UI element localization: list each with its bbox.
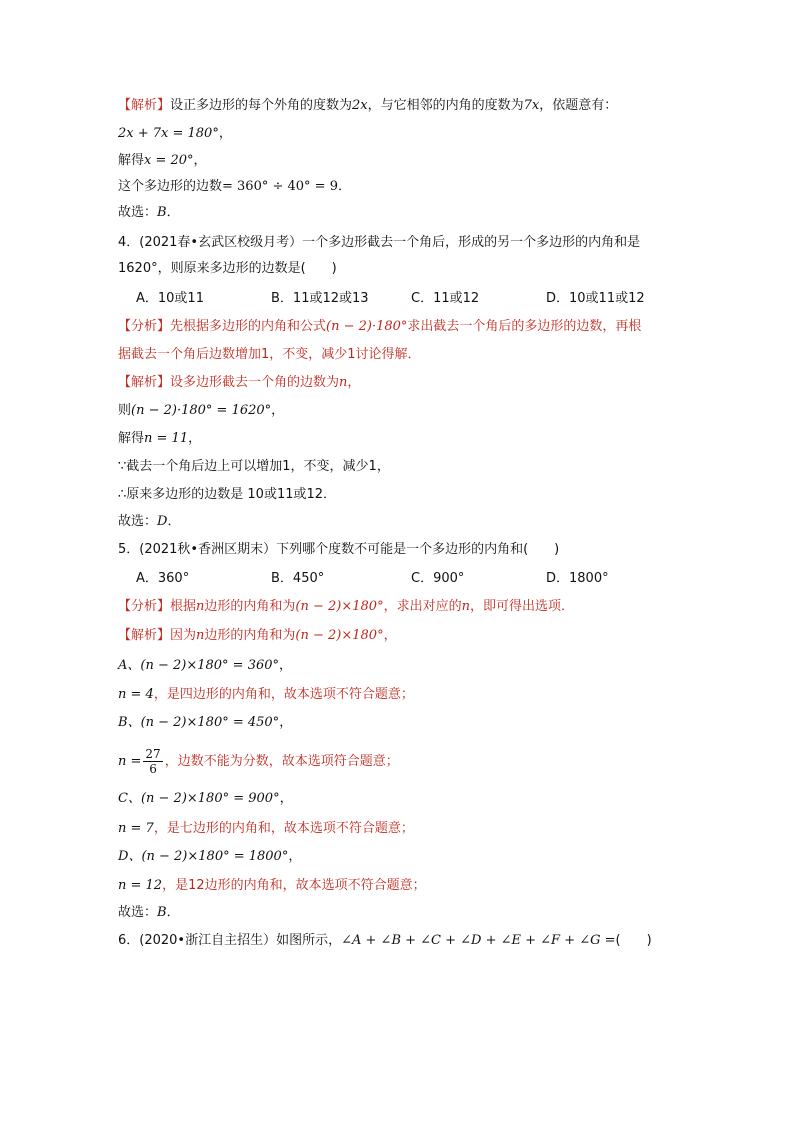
answer-line-q3: 故选：B． [118,205,180,220]
option-b: B．450° [271,571,325,586]
option-d: D．10或11或12 [546,291,645,306]
case-b-result: n = $\frac{27}{6}$ ，边数不能为分数，故本选项符合题意； [118,747,399,776]
solution-q4: 【解析】设多边形截去一个角的边数为n， [118,375,361,390]
question-4-cont: 1620°，则原来多边形的边数是( ) [118,261,337,276]
solution-q4-because: ∵截去一个角后边上可以增加1，不变，减少1， [118,459,390,474]
option-d: D．1800° [546,571,609,586]
solution-q4-eq: 则(n − 2)·180° = 1620°， [118,403,285,418]
option-a: A．360° [136,571,190,586]
therefore-symbol: ∴ [118,487,127,502]
solution-q4-solve: 解得n = 11， [118,431,202,446]
case-a-result: n = 4，是四边形的内角和，故本选项不符合题意； [118,687,414,702]
case-c-result: n = 7，是七边形的内角和，故本选项不符合题意； [118,821,414,836]
solution-tag: 【解析】 [118,98,171,113]
because-symbol: ∵ [118,459,127,474]
case-d-result: n = 12，是12边形的内角和，故本选项不符合题意； [118,878,426,893]
solve-line: 解得x = 20°， [118,153,207,168]
case-c: C、(n − 2)×180° = 900°， [118,791,293,806]
analysis-q5: 【分析】根据n边形的内角和为(n − 2)×180°，求出对应的n，即可得出选项． [118,599,574,614]
question-5: 5．(2021秋•香洲区期末）下列哪个度数不可能是一个多边形的内角和( ) [118,542,560,557]
analysis-q4: 【分析】先根据多边形的内角和公式(n − 2)·180°求出截去一个角后的多边形的边数，再根 [118,319,642,334]
case-a: A、(n − 2)×180° = 360°， [118,658,293,673]
fraction: $\frac{27}{6}$ [145,747,161,776]
question-6: 6．(2020•浙江自主招生）如图所示，∠A + ∠B + ∠C + ∠D + ∠E + ∠F + ∠G =( ) [118,933,652,948]
solution-line-1: 【解析】设正多边形的每个外角的度数为2x，与它相邻的内角的度数为7x，依题意有： [118,98,618,113]
case-d: D、(n − 2)×180° = 1800°， [118,849,302,864]
sides-line: 这个多边形的边数= 360° ÷ 40° = 9． [118,179,351,194]
answer-line-q5: 故选：B． [118,905,180,920]
solution-q5: 【解析】因为n边形的内角和为(n − 2)×180°， [118,628,397,643]
option-a: A．10或11 [136,291,204,306]
analysis-q4-cont: 据截去一个角后边数增加1，不变，减少1讨论得解． [118,347,421,362]
option-b: B．11或12或13 [271,291,369,306]
equation-line: 2x + 7x = 180°， [118,126,232,141]
option-c: C．11或12 [411,291,480,306]
question-4: 4．(2021春•玄武区校级月考）一个多边形截去一个角后，形成的另一个多边形的内角和是 [118,235,641,250]
option-c: C．900° [411,571,465,586]
answer-line-q4: 故选：D． [118,514,181,529]
solution-q4-therefore: ∴原来多边形的边数是 10或11或12． [118,487,337,502]
case-b: B、(n − 2)×180° = 450°， [118,715,293,730]
